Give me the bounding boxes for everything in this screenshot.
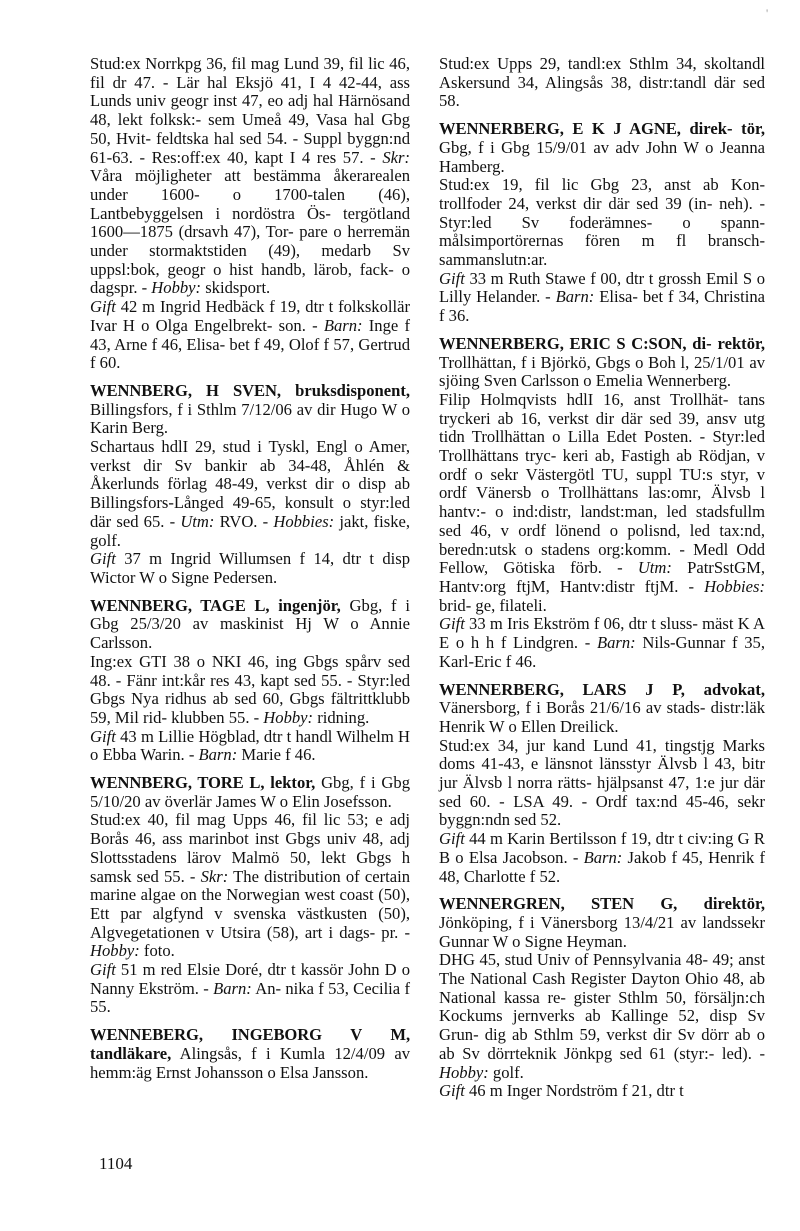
entry-continuation (439, 55, 765, 111)
entry-name: WENNEBERG, INGEBORG V M, (90, 1025, 410, 1045)
page-edge-mark: ' (766, 6, 769, 20)
entry-wennergren-sten (439, 895, 765, 1101)
entry-gift: Gift 51 m red Elsie Doré, dtr t kassör John D o Nanny Ekström. - Barn: An- nika f 53, Cecilia f 55. (90, 960, 410, 1017)
left-column (90, 55, 410, 1082)
entry-gift: Gift 42 m Ingrid Hedbäck f 19, dtr t folkskollär Ivar H o Olga Engelbrekt- son. - Barn: Inge f 43, Arne f 46, Elisa- bet f 49, Olof f 57, Gertrud f 60. (90, 297, 410, 373)
entry-body: Stud:ex 34, jur kand Lund 41, tingstjg Marks doms 41-43, e länsnot länsstyr Älvsb l 43, bitr jur Älvsb l norra rätts- hjälpsanst 47, 1:e jur där sed 60. - LSA 49. - Ordf tax:nd 45-46, sekr byggn:ndn sed 52. (439, 735, 765, 830)
entry-name: WENNERBERG, LARS J P, (439, 679, 685, 699)
entry-name: WENNERBERG, ERIC S C:SON, (439, 333, 687, 353)
entry-header: WENNEBERG, INGEBORG V M, tandläkare, Alingsås, f i Kumla 12/4/09 av hemm:äg Ernst Johansson o Elsa Jansson. (90, 1025, 410, 1082)
entry-body: Filip Holmqvists hdlI 16, anst Trollhät- tans tryckeri ab 16, verkst dir där sed 39, ansv utg tidn Trollhättan o Lilla Edet Posten. - Styr:led Trollhättans tryc- keri ab, Fastigh ab Rödjan, v ordf o sekr Västergötl TU, suppl TU:s styr, v ordf Vänersb o Trollhättans las:omr, Älvsb l hantv:- o ind:distr, landst:man, led stadsfullm sed 46, v ordf lönend o polisnd, led tax:nd, beredn:utsk o stadens org:komm. - Medl Odd Fellow, Götiska förb. - Utm: PatrSstGM, Hantv:org ftjM, Hantv:distr ftjM. - Hobbies: brid- ge, filateli. (439, 389, 766, 615)
entry-name: WENNERBERG, E K J AGNE, (439, 119, 681, 139)
entry-name: WENNBERG, H SVEN, (90, 380, 281, 400)
entry-body: Stud:ex Norrkpg 36, fil mag Lund 39, fil lic 46, fil dr 47. - Lär hal Eksjö 41, I 4 42-44, ass Lunds univ geogr inst 47, eo adj hal Härnösand 48, lekt folksk:- sem Umeå 49, Vasa hal Gbg 50, Hvit- feldtska hal sed 54. - Suppl byggn:nd 61-63. - Res:off:ex 40, kapt I 4 res 57. - Skr: Våra möjligheter att bestämma åkerarealen under 1600- o 1700-talen (46), Lantbebyggelsen i nordöstra Ös- tergötland 1600—1875 (drsavh 47), Tor- pare o herremän under stormaktstiden (49), medarb Sv uppsl:bok, geogr o hist handb, lärob, fack- o dagspr. - Hobby: skidsport. (90, 54, 410, 298)
entry-header: WENNERBERG, E K J AGNE, direk- tör, Gbg, f i Gbg 15/9/01 av adv John W o Jeanna Hamberg. (439, 119, 765, 176)
entry-wennerberg-agne (439, 120, 765, 326)
entry-gift: Gift 44 m Karin Bertilsson f 19, dtr t civ:ing G R B o Elsa Jacobson. - Barn: Jakob f 45, Henrik f 48, Charlotte f 52. (439, 829, 766, 886)
entry-header: WENNERGREN, STEN G, direktör, Jönköping, f i Vänersborg 13/4/21 av landssekr Gunnar W o Signe Heyman. (439, 894, 765, 951)
entry-gift: Gift 33 m Iris Ekström f 06, dtr t sluss- mäst K A E o h h f Lindgren. - Barn: Nils-Gunnar f 35, Karl-Eric f 46. (439, 614, 765, 671)
entry-wennberg-tage (90, 597, 410, 765)
right-column (439, 55, 765, 1101)
entry-body: DHG 45, stud Univ of Pennsylvania 48- 49; anst The National Cash Register Dayton Ohio 48, ab National kassa re- gister Sthlm 50, försäljn:ch Kockums jernverks ab Kallinge 52, disp Sv Grun- dig ab Sthlm 59, verkst dir Sv dörr ab o ab Sv dörrteknik Jönkpg sed 61 (styr:- led). - Hobby: golf. (439, 950, 765, 1082)
entry-continuation (90, 55, 410, 373)
entry-name: WENNBERG, TORE L, (90, 773, 265, 793)
entry-body: Stud:ex 40, fil mag Upps 46, fil lic 53; e adj Borås 46, ass marinbot inst Gbgs univ 48, adj Slottsstadens lärov Malmö 50, lekt Gbgs h samsk sed 55. - Skr: The distribution of certain marine algae on the Norwegian west coast (50), Ett par algfynd v svenska västkusten (50), Algvegetationen v Utsira (58), art i dags- pr. - Hobby: foto. (90, 810, 411, 961)
entry-wenneberg-ingeborg (90, 1026, 410, 1082)
page-number: 1104 (99, 1154, 133, 1173)
entry-header: WENNBERG, H SVEN, bruksdisponent, Billingsfors, f i Sthlm 7/12/06 av dir Hugo W o Karin Berg. (90, 380, 410, 438)
entry-header: WENNERBERG, ERIC S C:SON, di- rektör, Trollhättan, f i Björkö, Gbgs o Boh l, 25/1/01 av sjöing Sven Carlsson o Emelia Wennerberg. (439, 333, 765, 391)
entry-wennberg-h-sven (90, 382, 410, 588)
entry-wennerberg-eric (439, 335, 765, 672)
entry-gift: Gift 46 m Inger Nordström f 21, dtr t (439, 1081, 684, 1101)
entry-body: Schartaus hdlI 29, stud i Tyskl, Engl o Amer, verkst dir Sv bankir ab 34-48, Åhlén & Åkerlunds förlag 48-49, verkst dir o disp ab Billingsfors-Långed 49-65, konsult o styr:led där sed 65. - Utm: RVO. - Hobbies: jakt, fiske, golf. (90, 437, 411, 550)
entry-gift: Gift 37 m Ingrid Willumsen f 14, dtr t disp Wictor W o Signe Pedersen. (90, 549, 410, 587)
entry-wennerberg-lars (439, 681, 765, 887)
entry-header: WENNBERG, TAGE L, ingenjör, Gbg, f i Gbg 25/3/20 av maskinist Hj W o Annie Carlsson. (90, 595, 410, 653)
entry-name: WENNERGREN, STEN G, (439, 894, 678, 914)
entry-wennberg-tore (90, 774, 410, 1017)
entry-header: WENNBERG, TORE L, lektor, Gbg, f i Gbg 5/10/20 av överlär James W o Elin Josefsson. (90, 773, 410, 811)
entry-gift: Gift 43 m Lillie Högblad, dtr t handl Wilhelm H o Ebba Warin. - Barn: Marie f 46. (90, 726, 410, 765)
entry-body: Ing:ex GTI 38 o NKI 46, ing Gbgs spårv sed 48. - Fänr int:kår res 43, kapt sed 55. - Styr:led Gbgs Nya ridhus ab sed 60, Gbgs fältrittklubb 59, Mil rid- klubben 55. - Hobby: ridning. (90, 651, 410, 727)
entry-header: WENNERBERG, LARS J P, advokat, Vänersborg, f i Borås 21/6/16 av stads- distr:läk Henrik W o Ellen Dreilick. (439, 679, 765, 736)
entry-body: Stud:ex 19, fil lic Gbg 23, anst ab Kon- trollfoder 24, verkst dir där sed 39 (in- neh). - Styr:led Sv foderämnes- o spann- målsimportörernas fören m fl bransch- sammanslutn:ar. (439, 175, 765, 270)
entry-body: Stud:ex Upps 29, tandl:ex Sthlm 34, skoltandl Askersund 34, Alingsås 38, distr:tandl där sed 58. (439, 54, 765, 111)
entry-name: WENNBERG, TAGE L, (90, 595, 270, 615)
entry-gift: Gift 33 m Ruth Stawe f 00, dtr t grossh Emil S o Lilly Helander. - Barn: Elisa- bet f 34, Christina f 36. (439, 268, 765, 326)
